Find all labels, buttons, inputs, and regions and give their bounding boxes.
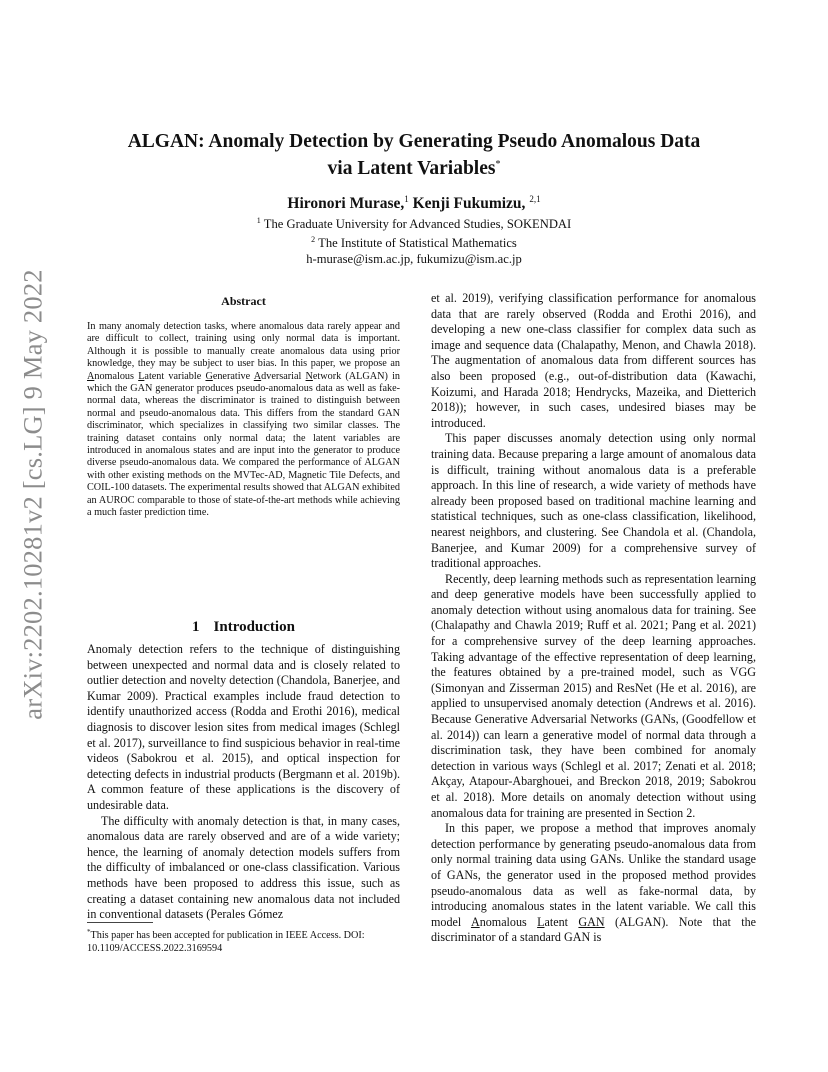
intro-paragraph-5-text-2: (ALGAN). Note that the discriminator of a standard GAN is [431,914,756,945]
affiliation-2-number: 2 [311,235,316,245]
acronym-word: atent [544,914,579,929]
acronym-word: dversarial [261,370,306,382]
intro-paragraph-1: Anomaly detection refers to the technique of distinguishing between unexpected and normal data and is closely related to outlier detection and novelty detection (Chandola, Banerjee, and Kumar 2009). Practical examples include fraud detection to identify unauthorized access (Rodda and Erothi 2016), medical diagnosis to discover lesion sites from medical images (Schlegl et al. 2017), surveillance to find suspicious behavior in real-time videos (Sabokrou et al. 2015), and optical inspection for detecting defects in industrial products (Bergmann et al. 2019b). A common feature of these applications is the discovery of undesirable data. [87,642,400,812]
intro-paragraph-2: The difficulty with anomaly detection is that, in many cases, anomalous data are rarely observed and are of a wide variety; hence, the learning of anomaly detection models suffers from the difficulty of imbalanced or one-class classification. Various methods have been proposed to address this issue, such as creating a dataset containing new anomalous data not included in conventional datasets (Perales Gómez [87,813,400,922]
introduction-right-column [431,291,756,946]
intro-paragraph-3: This paper discusses anomaly detection using only normal training data. Because preparing a large amount of anomalous data is difficult, training without anomalous data is a preferable approach. In this line of research, a wide variety of methods have already been proposed based on traditional machine learning and statistical techniques, such as one-class classification, likelihood, nearest neighbors, and clustering. See Chandola et al. (Chandola, Banerjee, and Kumar 2009) for a comprehensive survey of traditional approaches. [431,431,756,571]
paper-title [100,130,728,180]
footnote-mark: * [87,928,91,936]
acronym-letter: A [470,914,480,929]
arxiv-identifier-stamp [2,268,64,720]
affiliation-2-text: The Institute of Statistical Mathematics [318,236,517,251]
acronym-letter: GAN [578,914,605,929]
acronym-letter: N [305,370,313,382]
author-list [100,189,728,214]
acronym-letter: A [87,370,95,382]
section-number: 1 [192,619,200,635]
author-emails: h-murase@ism.ac.jp, fukumizu@ism.ac.jp [306,252,522,267]
abstract-heading: Abstract [221,294,266,308]
author-1: Hironori Murase, [287,195,405,212]
abstract-body [87,321,400,520]
affiliations [100,213,728,268]
affiliation-1-number: 1 [256,216,261,225]
affiliation-1 [100,213,728,232]
abstract-section [87,294,400,520]
author-1-affiliation: 1 [404,194,409,204]
author-2: Kenji Fukumizu, [412,195,526,212]
acronym-word: atent variable [144,370,206,382]
author-2-affiliation: 2,1 [529,194,541,204]
affiliation-2 [100,232,728,251]
section-title: Introduction [213,619,295,635]
title-line-1: ALGAN: Anomaly Detection by Generating Pseudo Anomalous Data [127,131,701,152]
acronym-letter: G [205,370,213,382]
abstract-text-1: In many anomaly detection tasks, where anomalous data rarely appear and are difficult to collect, training using only normal data is important. Although it is possible to manually create anomalous data using prior knowledge, they may be subject to user bias. In this paper, we propose an [87,321,400,370]
intro-paragraph-4: Recently, deep learning methods such as representation learning and deep generative models have been successfully applied to anomaly detection without using anomalous data for training. See (Chalapathy and Chawla 2019; Ruff et al. 2021; Pang et al. 2021) for a comprehensive survey of the deep learning approaches. Taking advantage of the effective representation of deep learning, the features obtained by a pre-trained model, such as VGG (Simonyan and Zisserman 2015) and ResNet (He et al. 2016), are applied to unsupervised anomaly detection (Andrews et al. 2016). Because Generative Adversarial Networks (GANs, (Goodfellow et al. 2014)) can learn a generative model of normal data through a discrimination task, they have been combined for anomaly detection in various ways (Schlegl et al. 2017; Zenati et al. 2018; Akçay, Atapour-Abarghouei, and Breckon 2018, 2019; Sabokrou et al. 2018). More details on anomaly detection without using anomalous data for training are presented in Section 2. [431,571,756,820]
acronym-word: nomalous [94,370,139,382]
intro-paragraph-5 [431,821,756,946]
arxiv-id-text: arXiv:2202.10281v2 [cs.LG] 9 May 2022 [17,268,48,720]
title-line-2 [100,153,728,180]
acronym-word: nomalous [479,914,538,929]
acronym-letter: L [537,914,545,929]
footnote-text: This paper has been accepted for publication in IEEE Access. DOI: 10.1109/ACCESS.2022.3169594 [87,930,365,954]
abstract-text-2: in which the GAN generator produces pseudo-anomalous data as well as fake-normal data, whereas the discriminator is trained to distinguish between normal and pseudo-anomalous data. This differs from the standard GAN discriminator, which specializes in classifying two similar classes. The training dataset contains only normal data; the latent variables are introduced in anomalous states and are input into the generator to produce diverse pseudo-anomalous data. We compared the performance of ALGAN with other existing methods on the MVTec-AD, Magnetic Tile Defects, and COIL-100 datasets. The experimental results showed that ALGAN exhibited an AUROC comparable to those of state-of-the-art methods while achieving a much faster prediction time. [87,370,400,519]
acronym-word: etwork (ALGAN) [312,370,388,382]
footnote [87,926,400,955]
intro-paragraph-5-text-1: In this paper, we propose a method that improves anomaly detection performance by generating pseudo-anomalous data from only normal training data using GANs. Unlike the standard usage of GANs, the generator used in the proposed method provides pseudo-anomalous data as well as fake-normal data, by introducing anomalous states in the latent variable. We call this model [431,821,756,929]
affiliation-1-text: The Graduate University for Advanced Studies, SOKENDAI [263,217,572,231]
acronym-letter: L [138,370,145,382]
title-line-2-text: via Latent Variables [327,158,496,179]
acronym-word: enerative [212,370,254,382]
intro-paragraph-continued: et al. 2019), verifying classification performance for anomalous data that are rarely observed (Rodda and Erothi 2016), and developing a new one-class classifier for complex data such as image and sequence data (Chalapathy, Menon, and Chawla 2018). The augmentation of anomalous data from different sources has also been proposed (e.g., out-of-distribution data (Kawachi, Koizumi, and Harada 2018; Hendrycks, Mazeika, and Dietterich 2018)); however, in such cases, undesired biases may be introduced. [431,291,756,430]
title-footnote-mark: * [495,159,501,170]
acronym-letter: A [253,370,262,382]
footnote-rule [87,922,153,923]
section-heading-introduction [87,617,400,637]
introduction-left-column [87,642,400,923]
